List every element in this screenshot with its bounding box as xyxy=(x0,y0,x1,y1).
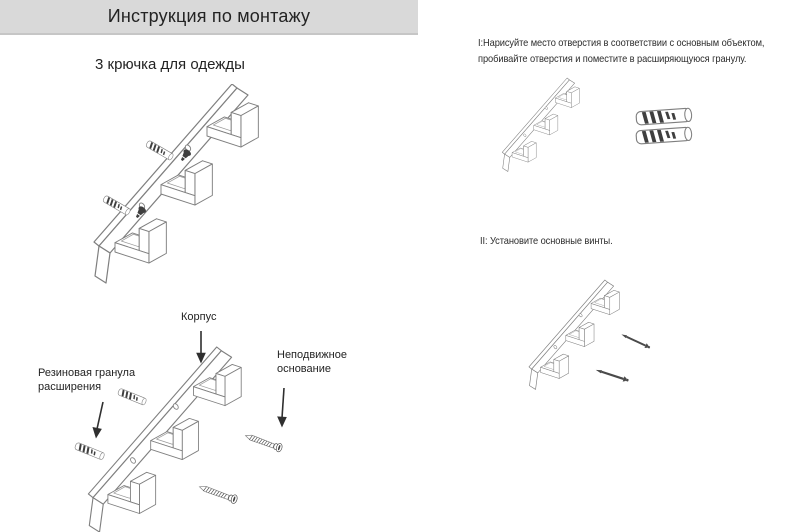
hook-rail-drawing xyxy=(502,78,579,172)
expansion-anchor-icon xyxy=(74,442,105,460)
hook-rail-drawing xyxy=(94,84,258,283)
expansion-anchor-icon xyxy=(636,127,692,144)
product-subtitle: 3 крючка для одежды xyxy=(95,56,245,73)
down-arrow-icon xyxy=(94,402,103,437)
dark-screw-icon xyxy=(620,332,651,350)
fixed-base-label: Неподвижное основание xyxy=(277,349,347,375)
header-bar xyxy=(0,0,418,35)
assembled-hooks-diagram xyxy=(85,84,295,289)
screw-icon xyxy=(198,484,238,505)
down-arrow-icon xyxy=(197,331,204,362)
step-1-diagram xyxy=(480,76,715,201)
step-1-instruction: I:Нарисуйте место отверстия в соответствии с основным объектом, пробивайте отверстия и поместите в расширяющуюся гранулу. xyxy=(478,37,765,65)
screw-icon xyxy=(244,432,283,452)
expansion-anchor-icon xyxy=(145,140,174,161)
page-title: Инструкция по монтажу xyxy=(107,6,311,26)
korpus-label: Корпус xyxy=(181,311,217,323)
down-arrow-icon xyxy=(278,388,285,426)
expansion-anchor-icon xyxy=(636,108,692,125)
dark-screw-icon xyxy=(595,367,629,383)
granule-label: Резиновая гранула расширения xyxy=(38,367,136,393)
step-2-diagram xyxy=(495,265,680,410)
step-2-instruction: II: Установите основные винты. xyxy=(480,235,613,247)
labeled-parts-diagram xyxy=(25,305,395,532)
